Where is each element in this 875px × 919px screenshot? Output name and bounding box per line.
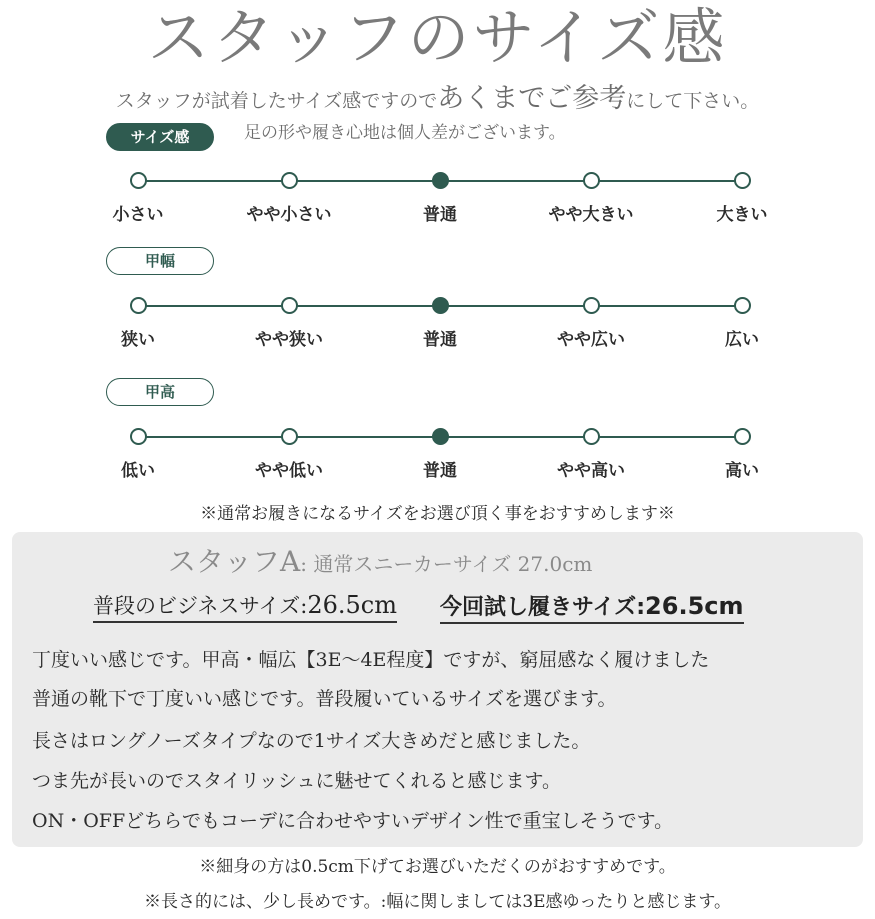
usual-size-value: 26.5cm xyxy=(307,591,397,619)
instep-height-dot-0 xyxy=(130,428,147,445)
instep-width-dot-0 xyxy=(130,297,147,314)
staff-heading xyxy=(168,540,592,580)
page-title: スタッフのサイズ感 xyxy=(147,1,728,74)
size-feel-dot-1 xyxy=(281,172,298,189)
recommendation-note: ※通常お履きになるサイズをお選び頂く事をおすすめします※ xyxy=(200,504,675,524)
instep-width-dot-2-selected xyxy=(432,297,449,314)
intro-after: にして下さい。 xyxy=(626,90,760,112)
comment-line: ON・OFFどちらでもコーデに合わせやすいデザイン性で重宝しそうです。 xyxy=(32,810,674,832)
usual-size-label: 普段のビジネスサイズ: xyxy=(93,594,308,618)
instep-height-dot-2-selected xyxy=(432,428,449,445)
intro-note: 足の形や履き心地は個人差がございます。 xyxy=(244,123,566,143)
tried-size-value: 26.5cm xyxy=(645,592,744,620)
instep-width-label-4: 広い xyxy=(725,330,759,350)
instep-width-dot-3 xyxy=(583,297,600,314)
instep-width-label-1: やや狭い xyxy=(255,330,323,350)
size-feel-dot-3 xyxy=(583,172,600,189)
size-feel-label-4: 大きい xyxy=(716,205,768,225)
size-feel-label-1: やや小さい xyxy=(246,205,332,225)
size-feel-badge: サイズ感 xyxy=(106,123,214,151)
footnote: ※細身の方は0.5cm下げてお選びいただくのがおすすめです。 xyxy=(199,857,676,877)
instep-width-label-3: やや広い xyxy=(557,330,625,350)
comment-line: つま先が長いのでスタイリッシュに魅せてくれると感じます。 xyxy=(32,770,561,792)
instep-height-label-4: 高い xyxy=(725,461,759,481)
instep-height-dot-3 xyxy=(583,428,600,445)
staff-usual-sneaker-size: : 通常スニーカーサイズ 27.0cm xyxy=(300,552,593,576)
instep-width-label-2: 普通 xyxy=(423,330,457,350)
comment-line: 丁度いい感じです。甲高・幅広【3E〜4E程度】ですが、窮屈感なく履けました xyxy=(32,649,710,671)
intro-text xyxy=(0,82,875,118)
instep-height-label-3: やや高い xyxy=(557,461,625,481)
staff-name: スタッフA xyxy=(168,545,301,578)
intro-before: スタッフが試着したサイズ感ですので xyxy=(115,90,438,112)
intro-emphasis: あくまでご参考 xyxy=(437,83,627,114)
footnote: ※長さ的には、少し長めです。:幅に関しましては3E感ゆったりと感じます。 xyxy=(143,892,732,912)
comment-line: 普通の靴下で丁度いい感じです。普段履いているサイズを選びます。 xyxy=(32,688,617,710)
instep-width-badge: 甲幅 xyxy=(106,247,214,275)
size-feel-label-3: やや大きい xyxy=(548,205,634,225)
instep-height-dot-4 xyxy=(734,428,751,445)
tried-size-label: 今回試し履きサイズ: xyxy=(440,595,646,620)
instep-width-dot-4 xyxy=(734,297,751,314)
instep-height-label-0: 低い xyxy=(121,461,155,481)
size-feel-dot-4 xyxy=(734,172,751,189)
usual-business-size xyxy=(93,590,397,623)
instep-height-label-1: やや低い xyxy=(255,461,323,481)
instep-height-dot-1 xyxy=(281,428,298,445)
size-feel-dot-0 xyxy=(130,172,147,189)
size-feel-label-0: 小さい xyxy=(112,205,164,225)
instep-height-badge: 甲高 xyxy=(106,378,214,406)
size-feel-label-2: 普通 xyxy=(423,205,457,225)
instep-width-dot-1 xyxy=(281,297,298,314)
instep-height-label-2: 普通 xyxy=(423,461,457,481)
tried-on-size xyxy=(440,590,744,624)
size-feel-dot-2-selected xyxy=(432,172,449,189)
instep-width-label-0: 狭い xyxy=(121,330,155,350)
comment-line: 長さはロングノーズタイプなので1サイズ大きめだと感じました。 xyxy=(32,730,591,752)
